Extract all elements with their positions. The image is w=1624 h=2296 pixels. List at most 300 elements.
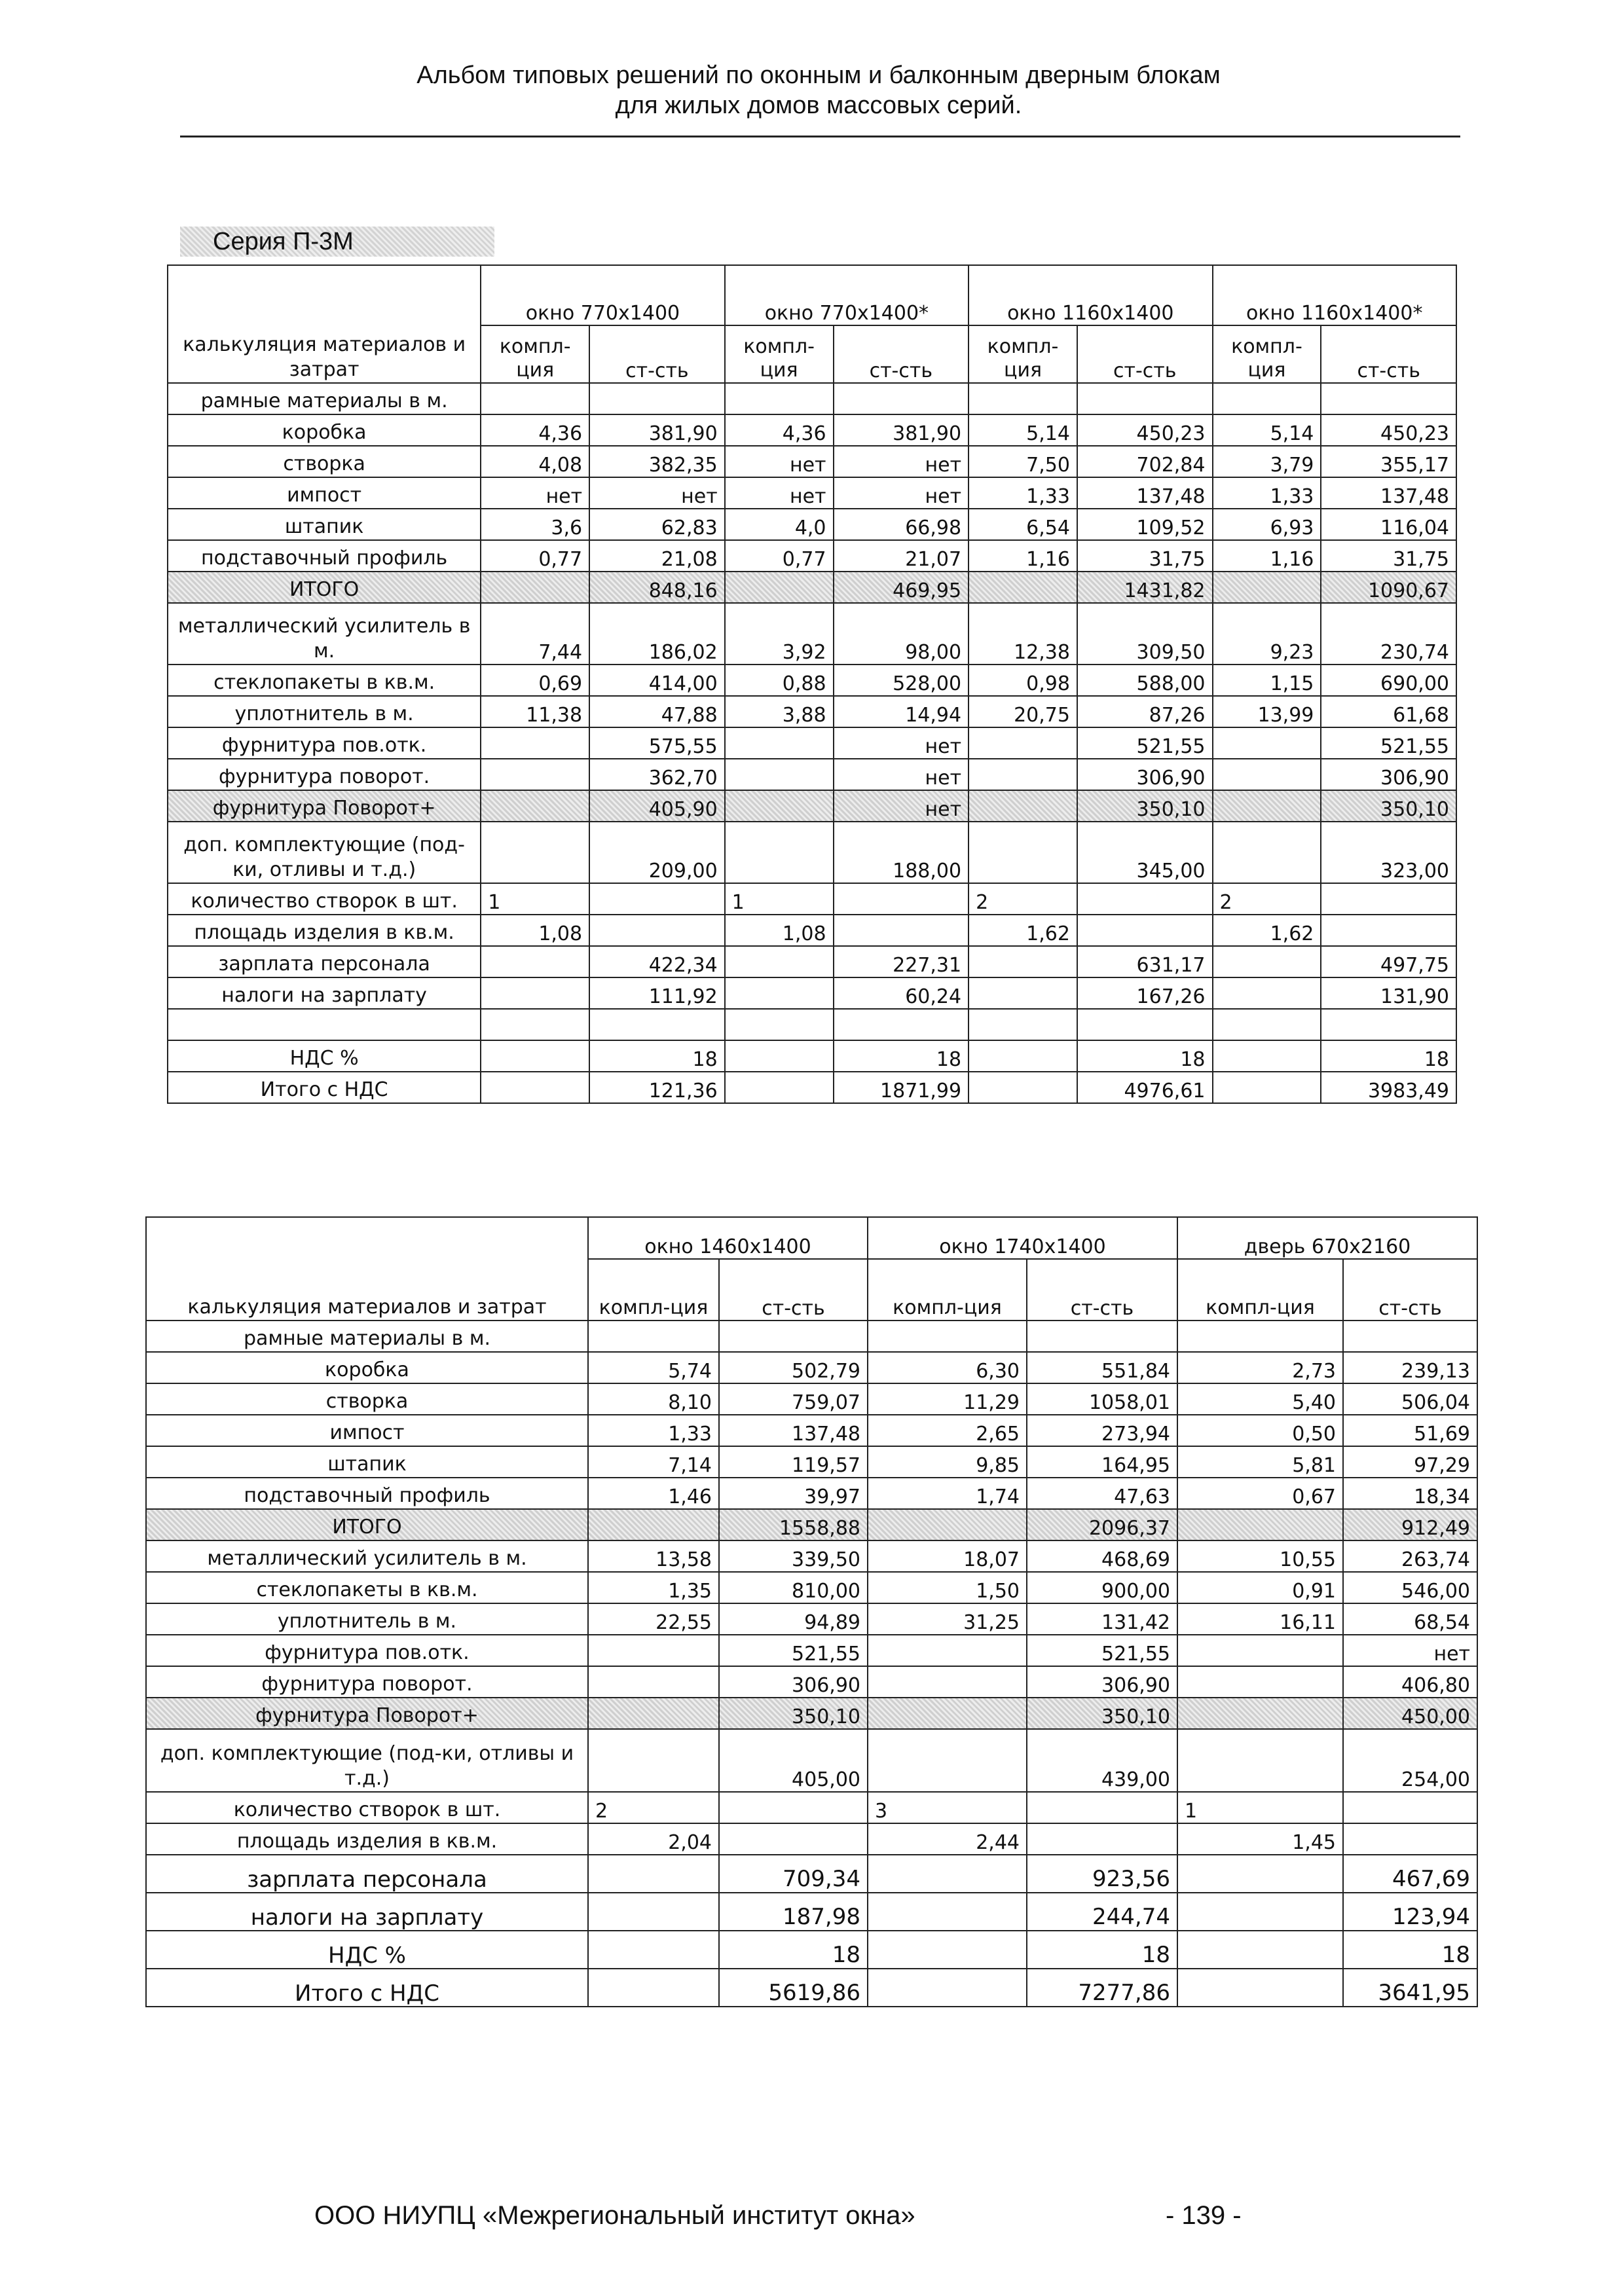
cost-cell: 381,90	[589, 414, 725, 446]
qty-cell: 9,85	[868, 1446, 1027, 1478]
footer-page-number: - 139 -	[1166, 2201, 1242, 2230]
row-label: коробка	[146, 1352, 588, 1383]
table-row	[168, 790, 1456, 822]
table-row	[168, 572, 1456, 603]
qty-cell: 7,50	[969, 446, 1077, 477]
product-header: окно 770х1400	[481, 265, 724, 325]
cost-cell	[834, 383, 969, 414]
row-label: металлический усилитель в м.	[146, 1540, 588, 1572]
row-label: фурнитура поворот.	[146, 1666, 588, 1698]
qty-cell: 9,23	[1213, 603, 1321, 665]
cost-cell: 121,36	[589, 1072, 725, 1103]
qty-cell: 5,81	[1177, 1446, 1343, 1478]
cost-cell: 414,00	[589, 665, 725, 696]
cost-cell	[719, 1321, 868, 1352]
cost-cell: 1431,82	[1077, 572, 1213, 603]
cost-cell: 137,48	[1077, 477, 1213, 509]
row-label: ИТОГО	[146, 1509, 588, 1540]
cost-cell	[1321, 915, 1456, 946]
cost-cell: 98,00	[834, 603, 969, 665]
table-row	[146, 1969, 1477, 2007]
table-row	[168, 1009, 1456, 1040]
cost-cell	[719, 1792, 868, 1823]
qty-cell: 1,33	[969, 477, 1077, 509]
row-label: НДС %	[168, 1040, 481, 1072]
product-header: окно 770х1400*	[725, 265, 969, 325]
qty-cell: 7,14	[588, 1446, 719, 1478]
cost-cell: 123,94	[1343, 1893, 1477, 1931]
table-row	[146, 1415, 1477, 1446]
table-row	[146, 1383, 1477, 1415]
qty-cell	[868, 1698, 1027, 1729]
table-row	[146, 1729, 1477, 1792]
row-label: фурнитура поворот.	[168, 759, 481, 790]
qty-cell: 1,35	[588, 1572, 719, 1603]
cost-cell	[589, 1009, 725, 1040]
product-header: окно 1460х1400	[588, 1217, 868, 1259]
table-row	[146, 1666, 1477, 1698]
cost-cell: 263,74	[1343, 1540, 1477, 1572]
cost-cell: 690,00	[1321, 665, 1456, 696]
cost-cell: 5619,86	[719, 1969, 868, 2007]
cost-cell: 60,24	[834, 977, 969, 1009]
cost-cell: 810,00	[719, 1572, 868, 1603]
table-row	[168, 665, 1456, 696]
table-row	[168, 603, 1456, 665]
table-row	[168, 727, 1456, 759]
qty-cell	[1177, 1509, 1343, 1540]
qty-cell	[969, 1040, 1077, 1072]
header-line-1: Альбом типовых решений по оконным и балконным дверным блокам	[416, 62, 1221, 89]
cost-cell: 18	[589, 1040, 725, 1072]
cost-cell: 131,90	[1321, 977, 1456, 1009]
cost-cell: 131,42	[1027, 1603, 1177, 1635]
cost-cell: 51,69	[1343, 1415, 1477, 1446]
table-row	[168, 477, 1456, 509]
calc-table-1	[167, 264, 1457, 1104]
corner-label: калькуляция материалов и затрат	[168, 265, 481, 383]
cost-cell	[1321, 1009, 1456, 1040]
cost-cell	[834, 883, 969, 915]
cost-cell: 702,84	[1077, 446, 1213, 477]
row-label: рамные материалы в м.	[146, 1321, 588, 1352]
table-row	[146, 1478, 1477, 1509]
cost-cell	[589, 883, 725, 915]
qty-cell: 10,55	[1177, 1540, 1343, 1572]
qty-cell: 1	[1177, 1792, 1343, 1823]
qty-cell: 0,91	[1177, 1572, 1343, 1603]
calc-table-2	[145, 1216, 1478, 2007]
cost-cell: 116,04	[1321, 509, 1456, 540]
qty-cell	[1177, 1855, 1343, 1893]
cost-cell: 3983,49	[1321, 1072, 1456, 1103]
row-label: ИТОГО	[168, 572, 481, 603]
cost-cell: 62,83	[589, 509, 725, 540]
qty-cell	[1213, 572, 1321, 603]
cost-cell	[1321, 383, 1456, 414]
qty-cell: 0,50	[1177, 1415, 1343, 1446]
qty-cell	[481, 383, 589, 414]
qty-header: компл-ция	[969, 325, 1077, 383]
cost-cell: 2096,37	[1027, 1509, 1177, 1540]
corner-label: калькуляция материалов и затрат	[146, 1217, 588, 1321]
cost-header: ст-сть	[1077, 325, 1213, 383]
qty-cell	[868, 1893, 1027, 1931]
qty-cell	[588, 1509, 719, 1540]
cost-cell: 497,75	[1321, 946, 1456, 977]
qty-cell: 2,65	[868, 1415, 1027, 1446]
cost-cell: 521,55	[719, 1635, 868, 1666]
cost-cell: 254,00	[1343, 1729, 1477, 1792]
qty-cell	[588, 1666, 719, 1698]
cost-cell: 502,79	[719, 1352, 868, 1383]
qty-cell: 13,99	[1213, 696, 1321, 727]
qty-cell	[868, 1729, 1027, 1792]
cost-header: ст-сть	[834, 325, 969, 383]
qty-cell	[969, 572, 1077, 603]
cost-cell: 575,55	[589, 727, 725, 759]
row-label: доп. комплектующие (под-ки, отливы и т.д.)	[168, 822, 481, 883]
cost-cell: 450,23	[1321, 414, 1456, 446]
qty-cell: 2,73	[1177, 1352, 1343, 1383]
cost-cell: 450,23	[1077, 414, 1213, 446]
qty-cell: 1,08	[725, 915, 834, 946]
row-label: подставочный профиль	[146, 1478, 588, 1509]
cost-cell	[1077, 383, 1213, 414]
qty-cell	[969, 727, 1077, 759]
cost-cell	[1343, 1321, 1477, 1352]
qty-cell: 4,0	[725, 509, 834, 540]
qty-cell: 16,11	[1177, 1603, 1343, 1635]
cost-cell: 18	[1343, 1931, 1477, 1969]
row-label: налоги на зарплату	[168, 977, 481, 1009]
qty-cell: 2	[588, 1792, 719, 1823]
cost-cell: 528,00	[834, 665, 969, 696]
cost-cell: 230,74	[1321, 603, 1456, 665]
qty-cell	[969, 383, 1077, 414]
cost-cell	[1077, 1009, 1213, 1040]
cost-cell: 521,55	[1321, 727, 1456, 759]
cost-cell: нет	[834, 446, 969, 477]
cost-cell: 521,55	[1077, 727, 1213, 759]
qty-cell: 5,14	[1213, 414, 1321, 446]
qty-cell	[725, 727, 834, 759]
row-label: подставочный профиль	[168, 540, 481, 572]
cost-cell: 14,94	[834, 696, 969, 727]
cost-cell: 119,57	[719, 1446, 868, 1478]
qty-cell	[1213, 1040, 1321, 1072]
cost-cell: 4976,61	[1077, 1072, 1213, 1103]
row-label: количество створок в шт.	[168, 883, 481, 915]
cost-cell: 39,97	[719, 1478, 868, 1509]
row-label: уплотнитель в м.	[146, 1603, 588, 1635]
qty-cell: 22,55	[588, 1603, 719, 1635]
row-label: Итого с НДС	[146, 1969, 588, 2007]
qty-cell	[481, 946, 589, 977]
table-row	[168, 1072, 1456, 1103]
row-label: фурнитура Поворот+	[146, 1698, 588, 1729]
table-row	[168, 383, 1456, 414]
cost-cell: 900,00	[1027, 1572, 1177, 1603]
series-label: Серия П-3М	[180, 227, 494, 257]
qty-cell	[588, 1931, 719, 1969]
qty-cell	[725, 790, 834, 822]
table-row	[168, 946, 1456, 977]
cost-cell: 450,00	[1343, 1698, 1477, 1729]
row-label: коробка	[168, 414, 481, 446]
cost-cell: 355,17	[1321, 446, 1456, 477]
cost-cell: нет	[834, 477, 969, 509]
qty-cell	[725, 1009, 834, 1040]
qty-header: компл-ция	[1213, 325, 1321, 383]
qty-cell: 3,79	[1213, 446, 1321, 477]
cost-cell: 631,17	[1077, 946, 1213, 977]
table-row	[146, 1635, 1477, 1666]
qty-header: компл-ция	[725, 325, 834, 383]
qty-cell: 13,58	[588, 1540, 719, 1572]
table-row	[168, 509, 1456, 540]
footer-organization: ООО НИУПЦ «Межрегиональный институт окна»	[314, 2201, 915, 2230]
qty-cell	[588, 1635, 719, 1666]
qty-cell: 1,50	[868, 1572, 1027, 1603]
qty-cell	[588, 1321, 719, 1352]
qty-cell: 12,38	[969, 603, 1077, 665]
qty-cell: 2	[969, 883, 1077, 915]
cost-cell: 1090,67	[1321, 572, 1456, 603]
row-label: фурнитура пов.отк.	[168, 727, 481, 759]
row-label: стеклопакеты в кв.м.	[146, 1572, 588, 1603]
row-label: налоги на зарплату	[146, 1893, 588, 1931]
qty-cell: 5,40	[1177, 1383, 1343, 1415]
cost-cell: 47,88	[589, 696, 725, 727]
qty-cell	[1213, 946, 1321, 977]
qty-cell: 4,36	[481, 414, 589, 446]
row-label: количество створок в шт.	[146, 1792, 588, 1823]
qty-cell: 0,98	[969, 665, 1077, 696]
cost-cell: 1058,01	[1027, 1383, 1177, 1415]
qty-cell	[868, 1509, 1027, 1540]
table-row	[146, 1352, 1477, 1383]
qty-cell: 1,62	[969, 915, 1077, 946]
cost-cell: 1871,99	[834, 1072, 969, 1103]
cost-cell: 1558,88	[719, 1509, 868, 1540]
cost-cell: 66,98	[834, 509, 969, 540]
cost-cell: 405,00	[719, 1729, 868, 1792]
row-label: Итого с НДС	[168, 1072, 481, 1103]
row-label: створка	[168, 446, 481, 477]
table-row	[168, 540, 1456, 572]
qty-cell: 2	[1213, 883, 1321, 915]
qty-cell: 3,88	[725, 696, 834, 727]
qty-cell: 1,46	[588, 1478, 719, 1509]
qty-cell: 1,45	[1177, 1823, 1343, 1855]
cost-cell: 209,00	[589, 822, 725, 883]
cost-cell: 187,98	[719, 1893, 868, 1931]
qty-cell	[725, 759, 834, 790]
qty-cell	[588, 1855, 719, 1893]
cost-cell: 469,95	[834, 572, 969, 603]
cost-cell: 244,74	[1027, 1893, 1177, 1931]
qty-cell: 8,10	[588, 1383, 719, 1415]
qty-cell	[1177, 1931, 1343, 1969]
cost-cell	[589, 383, 725, 414]
cost-cell: 227,31	[834, 946, 969, 977]
qty-cell: 1,08	[481, 915, 589, 946]
cost-cell: 546,00	[1343, 1572, 1477, 1603]
qty-cell	[868, 1321, 1027, 1352]
row-label: стеклопакеты в кв.м.	[168, 665, 481, 696]
row-label: НДС %	[146, 1931, 588, 1969]
qty-cell	[1213, 790, 1321, 822]
row-label	[168, 1009, 481, 1040]
cost-cell: 18,34	[1343, 1478, 1477, 1509]
cost-cell: 87,26	[1077, 696, 1213, 727]
qty-cell: 0,69	[481, 665, 589, 696]
qty-cell: 11,29	[868, 1383, 1027, 1415]
qty-cell	[1177, 1666, 1343, 1698]
cost-cell: 31,75	[1321, 540, 1456, 572]
cost-cell	[1027, 1792, 1177, 1823]
cost-cell: 31,75	[1077, 540, 1213, 572]
cost-cell: нет	[1343, 1635, 1477, 1666]
table-row	[168, 883, 1456, 915]
qty-cell	[1213, 727, 1321, 759]
header-line-2: для жилых домов массовых серий.	[615, 92, 1022, 119]
qty-cell	[868, 1635, 1027, 1666]
cost-cell: 923,56	[1027, 1855, 1177, 1893]
qty-cell: 7,44	[481, 603, 589, 665]
row-label: площадь изделия в кв.м.	[146, 1823, 588, 1855]
cost-cell: 3641,95	[1343, 1969, 1477, 2007]
table-row	[168, 414, 1456, 446]
qty-cell: нет	[725, 446, 834, 477]
cost-cell: 97,29	[1343, 1446, 1477, 1478]
qty-cell: 2,04	[588, 1823, 719, 1855]
qty-cell: нет	[725, 477, 834, 509]
row-label: фурнитура пов.отк.	[146, 1635, 588, 1666]
row-label: площадь изделия в кв.м.	[168, 915, 481, 946]
qty-cell	[725, 822, 834, 883]
qty-cell	[1213, 977, 1321, 1009]
table-row	[146, 1893, 1477, 1931]
cost-cell: нет	[834, 790, 969, 822]
qty-cell	[1213, 822, 1321, 883]
table-row	[146, 1855, 1477, 1893]
cost-cell: 350,10	[1077, 790, 1213, 822]
qty-cell: 1,33	[588, 1415, 719, 1446]
cost-cell	[1343, 1792, 1477, 1823]
cost-cell: нет	[589, 477, 725, 509]
qty-cell	[481, 977, 589, 1009]
table-row	[168, 915, 1456, 946]
qty-cell: 1,16	[969, 540, 1077, 572]
qty-cell	[969, 1009, 1077, 1040]
qty-cell: 1,33	[1213, 477, 1321, 509]
qty-cell: 1,15	[1213, 665, 1321, 696]
cost-cell: 21,08	[589, 540, 725, 572]
cost-cell: 439,00	[1027, 1729, 1177, 1792]
cost-cell: 164,95	[1027, 1446, 1177, 1478]
cost-cell: 94,89	[719, 1603, 868, 1635]
cost-cell: 323,00	[1321, 822, 1456, 883]
header-rule	[180, 136, 1460, 137]
cost-cell: 109,52	[1077, 509, 1213, 540]
row-label: штапик	[146, 1446, 588, 1478]
qty-cell	[725, 1072, 834, 1103]
cost-cell	[834, 1009, 969, 1040]
cost-header: ст-сть	[589, 325, 725, 383]
qty-cell: 6,30	[868, 1352, 1027, 1383]
qty-cell	[481, 727, 589, 759]
header-row	[146, 1217, 1477, 1259]
table-row	[146, 1540, 1477, 1572]
qty-cell	[725, 383, 834, 414]
cost-cell: 68,54	[1343, 1603, 1477, 1635]
cost-cell	[719, 1823, 868, 1855]
cost-cell: 18	[719, 1931, 868, 1969]
qty-cell	[868, 1969, 1027, 2007]
cost-header: ст-сть	[1027, 1259, 1177, 1321]
cost-cell: 18	[1321, 1040, 1456, 1072]
qty-cell	[868, 1666, 1027, 1698]
row-label: доп. комплектующие (под-ки, отливы и т.д.)	[146, 1729, 588, 1792]
cost-cell: 709,34	[719, 1855, 868, 1893]
table-row	[146, 1572, 1477, 1603]
cost-cell: 137,48	[719, 1415, 868, 1446]
row-label: зарплата персонала	[168, 946, 481, 977]
qty-cell	[725, 572, 834, 603]
cost-cell	[1077, 883, 1213, 915]
qty-cell: 0,88	[725, 665, 834, 696]
row-label: металлический усилитель в м.	[168, 603, 481, 665]
header-row	[168, 265, 1456, 325]
qty-cell	[1213, 1072, 1321, 1103]
qty-header: компл-ция	[1177, 1259, 1343, 1321]
qty-cell	[969, 1072, 1077, 1103]
cost-cell: 47,63	[1027, 1478, 1177, 1509]
qty-cell: 6,54	[969, 509, 1077, 540]
qty-cell: 31,25	[868, 1603, 1027, 1635]
cost-cell: 309,50	[1077, 603, 1213, 665]
qty-cell: 6,93	[1213, 509, 1321, 540]
qty-cell	[969, 822, 1077, 883]
cost-cell: 588,00	[1077, 665, 1213, 696]
qty-cell	[725, 946, 834, 977]
qty-cell	[1213, 383, 1321, 414]
qty-cell	[588, 1969, 719, 2007]
cost-cell: 111,92	[589, 977, 725, 1009]
product-header: окно 1160х1400	[969, 265, 1212, 325]
cost-cell: 848,16	[589, 572, 725, 603]
cost-cell: 7277,86	[1027, 1969, 1177, 2007]
qty-cell	[481, 572, 589, 603]
qty-cell: 1,74	[868, 1478, 1027, 1509]
table-row	[168, 759, 1456, 790]
qty-cell	[588, 1893, 719, 1931]
qty-cell: 20,75	[969, 696, 1077, 727]
table-row	[146, 1792, 1477, 1823]
cost-cell	[1343, 1823, 1477, 1855]
table-row	[146, 1321, 1477, 1352]
table-row	[146, 1603, 1477, 1635]
cost-cell: 137,48	[1321, 477, 1456, 509]
qty-cell	[481, 790, 589, 822]
cost-cell	[589, 915, 725, 946]
qty-cell	[481, 1072, 589, 1103]
qty-cell	[1177, 1698, 1343, 1729]
cost-cell	[1321, 883, 1456, 915]
qty-cell	[481, 1040, 589, 1072]
